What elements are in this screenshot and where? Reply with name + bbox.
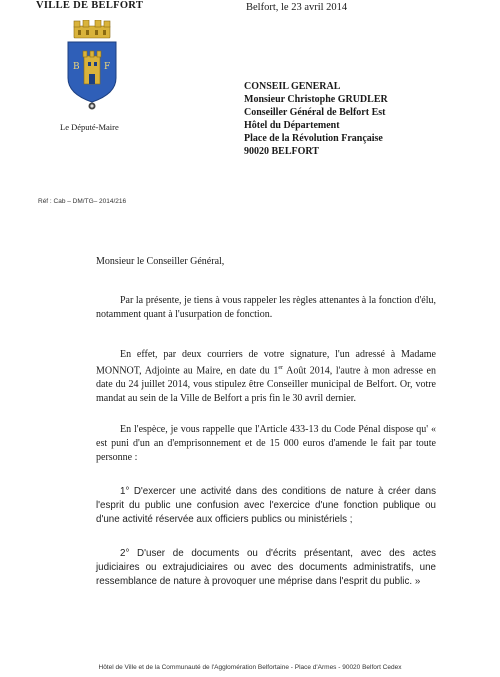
belfort-coat-of-arms-icon [64, 20, 120, 112]
letter-date: Belfort, le 23 avril 2014 [246, 2, 348, 13]
svg-text:B: B [73, 62, 80, 72]
paragraph-3: En l'espèce, je vous rappelle que l'Article 433-13 du Code Pénal dispose qu' « est puni d'un an d'emprisonnement et de 15 000 euros d'amende le fait par toute personne : [96, 424, 436, 463]
quote-item-2: 2° D'user de documents ou d'écrits présentant, avec des actes judiciaires ou extrajudiciaires ou avec des documents administratifs, une ressemblance de nature à provoquer une méprise dans l'esprit du public. » [96, 548, 436, 587]
quote-item-1: 1° D'exercer une activité dans des conditions de nature à créer dans l'esprit du public une confusion avec l'exercice d'une fonction publique ou d'une activité réservée aux officiers publics ou ministériels ; [96, 486, 436, 525]
reference-number: Réf : Cab – DM/TG– 2014/216 [38, 198, 127, 205]
salutation: Monsieur le Conseiller Général, [96, 256, 225, 267]
recipient-line: 90020 BELFORT [244, 146, 319, 157]
svg-text:F: F [104, 62, 111, 72]
superscript-er: er [278, 364, 284, 371]
paragraph-2-text-b: Août 2014, l'autre à mon adresse en date du 24 juillet 2014, vous stipulez être Conseiller municipal de Belfort. Or, votre mandat au sein de la Ville de Belfort a pris fin le 30 avril dernier. [96, 365, 436, 404]
recipient-line: Hôtel du Département [244, 120, 340, 131]
signatory-role: Le Député-Maire [60, 122, 119, 132]
recipient-line: Monsieur Christophe GRUDLER [244, 94, 388, 105]
recipient-address [244, 80, 388, 158]
footer-address: Hôtel de Ville et de la Communauté de l'Agglomération Belfortaine - Place d'Armes - 90020 Belfort Cedex [98, 664, 402, 671]
paragraph-1: Par la présente, je tiens à vous rappeler les règles attenantes à la fonction d'élu, notamment quant à l'usurpation de fonction. [96, 295, 436, 320]
paragraph-2 [96, 348, 436, 406]
recipient-line: Place de la Révolution Française [244, 133, 383, 144]
recipient-line: Conseiller Général de Belfort Est [244, 107, 386, 118]
town-name: VILLE DE BELFORT [36, 0, 144, 11]
paragraph-2-text-a: En effet, par deux courriers de votre signature, l'un adressé à Madame MONNOT, Adjointe au Maire, en date du 1 [96, 349, 436, 377]
recipient-line: CONSEIL GENERAL [244, 81, 341, 92]
